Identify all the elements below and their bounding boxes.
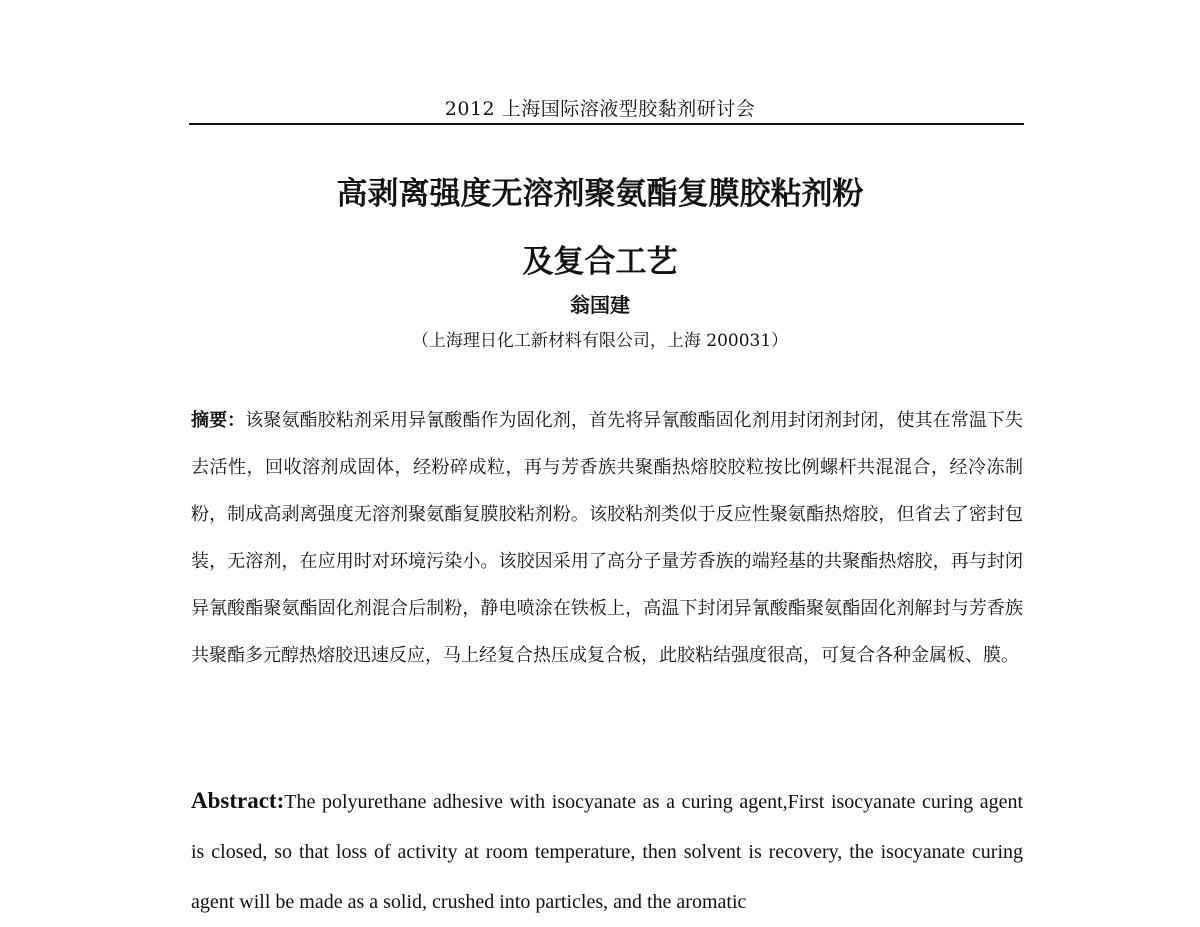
chinese-abstract-text: 该聚氨酯胶粘剂采用异氰酸酯作为固化剂，首先将异氰酸酯固化剂用封闭剂封闭，使其在常温下失去活性，回收溶剂成固体，经粉碎成粒，再与芳香族共聚酯热熔胶胶粒按比例螺杆共混混合，经冷冻制粉，制成高剥离强度无溶剂聚氨酯复膜胶粘剂粉。该胶粘剂类似于反应性聚氨酯热熔胶，但省去了密封包装，无溶剂，在应用时对环境污染小。该胶因采用了高分子量芳香族的端羟基的共聚酯热熔胶，再与封闭异氰酸酯聚氨酯固化剂混合后制粉，静电喷涂在铁板上，高温下封闭异氰酸酯聚氨酯固化剂解封与芳香族共聚酯多元醇热熔胶迅速反应，马上经复合热压成复合板，此胶粘结强度很高，可复合各种金属板、膜。 bbox=[191, 410, 1024, 666]
header-rule bbox=[189, 123, 1024, 125]
conference-header: 2012 上海国际溶液型胶黏剂研讨会 bbox=[444, 98, 756, 120]
author-affiliation: （上海理日化工新材料有限公司，上海 200031） bbox=[411, 331, 789, 351]
english-abstract-text: The polyurethane adhesive with isocyanate as a curing agent,First isocyanate curing agent is closed, so that loss of activity at room temperature, then solvent is recovery, the isocyanate curing agent will be made as a solid, crushed into particles, and the aromatic bbox=[191, 791, 1023, 913]
chinese-abstract-label: 摘要： bbox=[191, 410, 246, 431]
english-abstract-label: Abstract: bbox=[191, 788, 285, 813]
author-name: 翁国建 bbox=[570, 293, 630, 317]
english-abstract bbox=[191, 776, 1023, 927]
paper-title-line-1: 高剥离强度无溶剂聚氨酯复膜胶粘剂粉 bbox=[336, 176, 864, 212]
chinese-abstract bbox=[191, 397, 1023, 679]
paper-title-line-2: 及复合工艺 bbox=[522, 244, 678, 280]
